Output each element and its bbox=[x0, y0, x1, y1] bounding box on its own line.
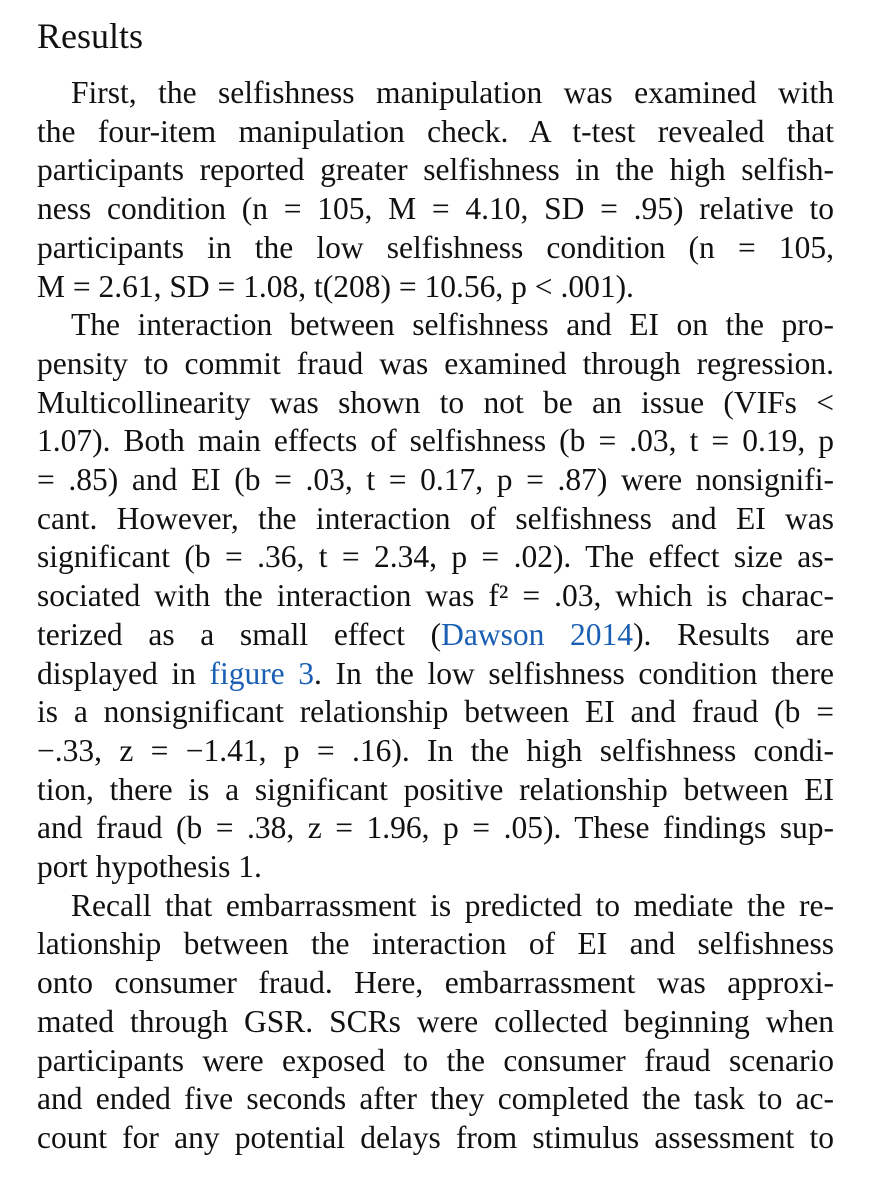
citation-link-dawson-2014[interactable]: Dawson 2014 bbox=[441, 616, 634, 652]
text-line: = .85) and EI (b = .03, t = 0.17, p = .87) were nonsignifi- bbox=[37, 462, 834, 498]
text-line: tion, there is a significant positive relationship between EI bbox=[37, 771, 834, 807]
text-line: pensity to commit fraud was examined through regression. bbox=[37, 345, 834, 381]
paragraph-2 bbox=[37, 306, 834, 887]
text-line: port hypothesis 1. bbox=[37, 849, 262, 885]
text-line: ness condition (n = 105, M = 4.10, SD = .95) relative to bbox=[37, 191, 834, 227]
text-line: M = 2.61, SD = 1.08, t(208) = 10.56, p < .001). bbox=[37, 268, 634, 304]
paragraph-3 bbox=[37, 887, 834, 1158]
text-line: lationship between the interaction of EI and selfishness bbox=[37, 926, 834, 962]
text-line: participants in the low selfishness condition (n = 105, bbox=[37, 229, 834, 265]
text-line: is a nonsignificant relationship between EI and fraud (b = bbox=[37, 694, 834, 730]
text-line: 1.07). Both main effects of selfishness (b = .03, t = 0.19, p bbox=[37, 423, 834, 459]
text-line-with-citation: terized as a small effect (Dawson 2014). Results are bbox=[37, 616, 834, 652]
text-line: significant (b = .36, t = 2.34, p = .02). The effect size as- bbox=[37, 539, 834, 575]
text-line: cant. However, the interaction of selfishness and EI was bbox=[37, 500, 834, 536]
text-line: the four-item manipulation check. A t-test revealed that bbox=[37, 113, 834, 149]
section-title: Results bbox=[37, 16, 144, 56]
text-line: mated through GSR. SCRs were collected beginning when bbox=[37, 1003, 834, 1039]
text-line: and ended five seconds after they completed the task to ac- bbox=[37, 1081, 834, 1117]
text-line: count for any potential delays from stimulus assessment to bbox=[37, 1119, 834, 1155]
text-line: −.33, z = −1.41, p = .16). In the high selfishness condi- bbox=[37, 732, 834, 768]
text-line: Multicollinearity was shown to not be an issue (VIFs < bbox=[37, 384, 834, 420]
text-line: and fraud (b = .38, z = 1.96, p = .05). These findings sup- bbox=[37, 810, 834, 846]
text-line: onto consumer fraud. Here, embarrassment was approxi- bbox=[37, 965, 834, 1001]
text-line: sociated with the interaction was f² = .03, which is charac- bbox=[37, 578, 834, 614]
text-line: participants were exposed to the consumer fraud scenario bbox=[37, 1042, 834, 1078]
text-line: Recall that embarrassment is predicted to mediate the re- bbox=[71, 887, 834, 923]
text-line: participants reported greater selfishness in the high selfish- bbox=[37, 152, 834, 188]
text-line: First, the selfishness manipulation was examined with bbox=[71, 75, 834, 110]
text-line: The interaction between selfishness and EI on the pro- bbox=[71, 307, 834, 343]
text-line-with-figure-link: displayed in figure 3. In the low selfishness condition there bbox=[37, 655, 834, 691]
body-text bbox=[37, 74, 834, 1158]
figure-3-link[interactable]: figure 3 bbox=[209, 655, 315, 691]
paragraph-1 bbox=[37, 74, 834, 306]
